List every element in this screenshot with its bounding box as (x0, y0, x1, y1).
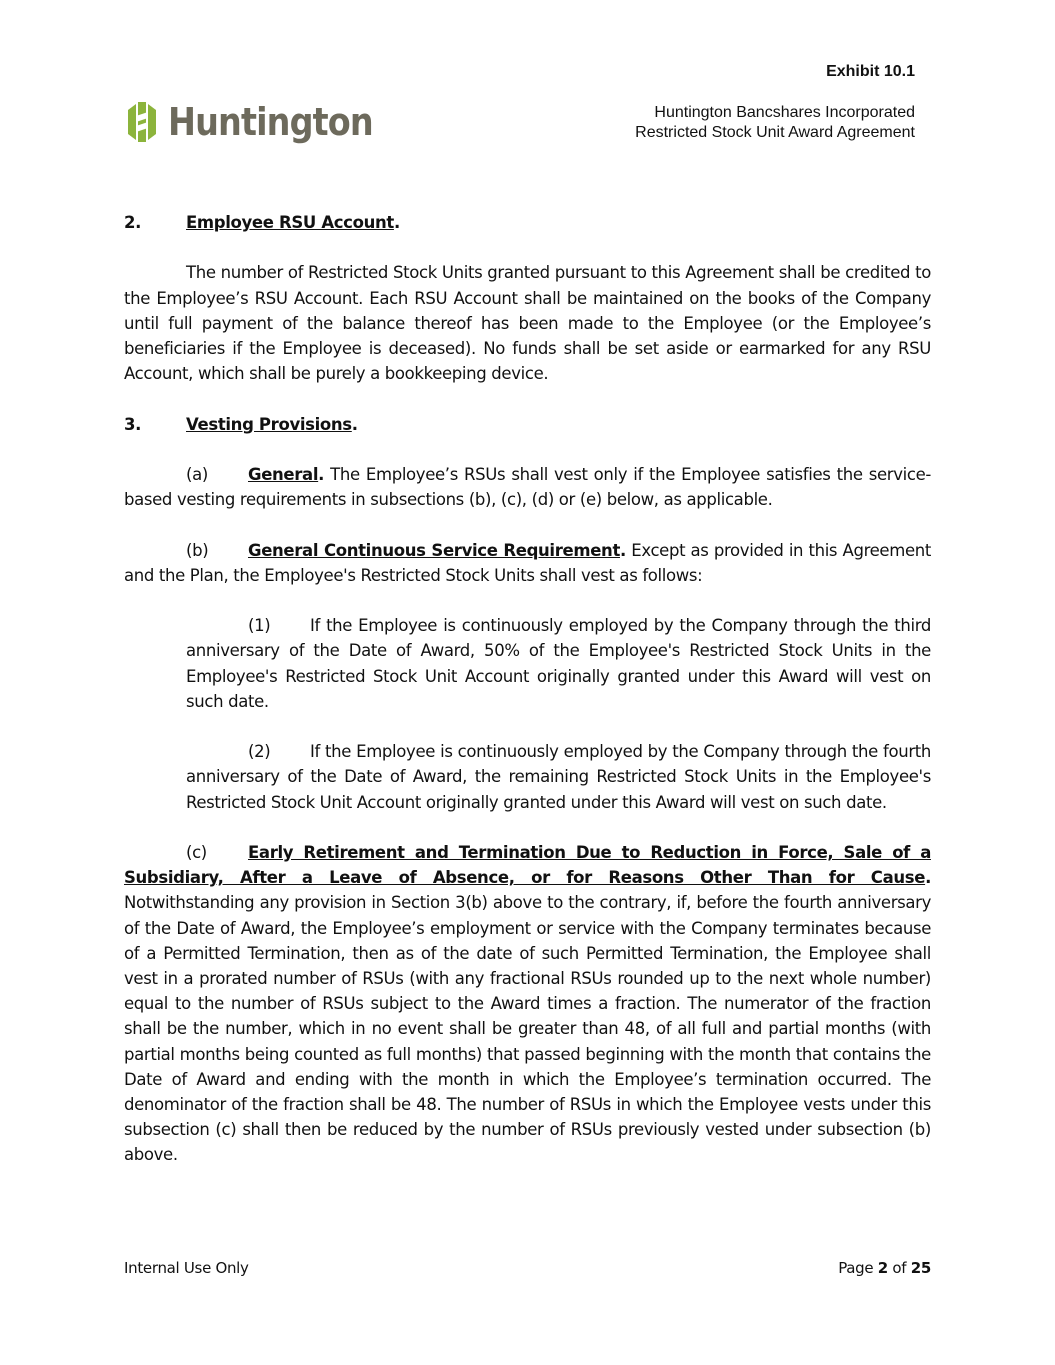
page-number (838, 1259, 931, 1277)
document-body (124, 210, 931, 1193)
section-3b-paragraph (124, 538, 931, 588)
section-3b-item-2-label: (2) (248, 742, 271, 762)
section-3b-label: (b) (186, 540, 209, 560)
section-3a-body: The Employee’s RSUs shall vest only if the Employee satisfies the service-based vesting requirements in subsections (b), (c), (d) or (e) below, as applicable. (124, 464, 931, 510)
section-3b-item-1 (186, 613, 931, 714)
company-name: Huntington Bancshares Incorporated (654, 104, 915, 121)
section-2-body: The number of Restricted Stock Units granted pursuant to this Agreement shall be credited to the Employee’s RSU Account. Each RSU Account shall be maintained on the books of the Company until full payment of the balance thereof has been made to the Employee (or the Employee’s beneficiaries if the Employee is deceased). No funds shall be set aside or earmarked for any RSU Account, which shall be purely a bookkeeping device. (124, 263, 931, 384)
section-2-title-period: . (393, 213, 400, 232)
section-3b-title-period: . (620, 540, 626, 560)
huntington-logo-icon (122, 100, 162, 144)
section-2-heading (124, 210, 931, 235)
section-3a-title: General (248, 464, 319, 484)
huntington-logo (122, 100, 401, 144)
section-3a-paragraph (124, 462, 931, 512)
section-3c-title: Early Retirement and Termination Due to Reduction in Force, Sale of a Subsidiary, After a Leave of Absence, or for Reasons Other Than for Cause (124, 842, 931, 888)
page-of: of (887, 1259, 911, 1277)
document-header (635, 103, 915, 143)
section-3-title-period: . (351, 414, 358, 434)
section-3c-body: Notwithstanding any provision in Section 3(b) above to the contrary, if, before the fourth anniversary of the Date of Award, the Employee’s employment or service with the Company terminates because of a Permitted Termination, then as of the date of such Permitted Termination, the Employee shall vest in a prorated number of RSUs (with any fractional RSUs rounded up to the next whole number) equal to the number of RSUs subject to the Award times a fraction. The numerator of the fraction shall be the number, which in no event shall be greater than 48, of all full and partial months (with partial months being counted as full months) that passed beginning with the month that contains the Date of Award and ending with the month in which the Employee’s termination occurred. The denominator of the fraction shall be 48. The number of RSUs in which the Employee vests under this subsection (c) shall then be reduced by the number of RSUs previously vested under subsection (b) above. (124, 893, 931, 1165)
section-3c-label: (c) (186, 842, 207, 862)
section-3a-label: (a) (186, 464, 208, 484)
section-3a-title-period: . (318, 464, 325, 484)
section-3b-item-2 (186, 739, 931, 815)
section-3b-item-1-label: (1) (248, 616, 271, 636)
section-3b-body: Except as provided in this Agreement and the Plan, the Employee's Restricted Stock Units shall vest as follows: (124, 540, 931, 585)
page-prefix: Page (838, 1259, 878, 1277)
section-2-title: Employee RSU Account (186, 213, 394, 232)
page-total: 25 (910, 1259, 931, 1277)
section-3c-paragraph (124, 840, 931, 1168)
exhibit-label: Exhibit 10.1 (826, 63, 915, 80)
footer-classification: Internal Use Only (124, 1259, 249, 1277)
section-2-number: 2. (124, 213, 142, 232)
section-3b-item-2-body: If the Employee is continuously employed by the Company through the fourth anniversary of the Date of Award, the remaining Restricted Stock Units in the Employee's Restricted Stock Unit Account originally granted under this Award will vest on such date. (186, 742, 931, 812)
section-3b-item-1-body: If the Employee is continuously employed by the Company through the third anniversary of the Date of Award, 50% of the Employee's Restricted Stock Units in the Employee's Restricted Stock Unit Account originally granted under this Award will vest on such date. (186, 616, 931, 711)
section-3c-title-period: . (925, 868, 931, 888)
section-3-title: Vesting Provisions (186, 414, 352, 434)
logo-wordmark: Huntington (168, 100, 373, 144)
section-3-heading (124, 412, 931, 437)
page-current: 2 (877, 1259, 888, 1277)
document-title: Restricted Stock Unit Award Agreement (635, 124, 915, 141)
section-3b-title: General Continuous Service Requirement (248, 540, 620, 560)
section-3-number: 3. (124, 414, 142, 434)
